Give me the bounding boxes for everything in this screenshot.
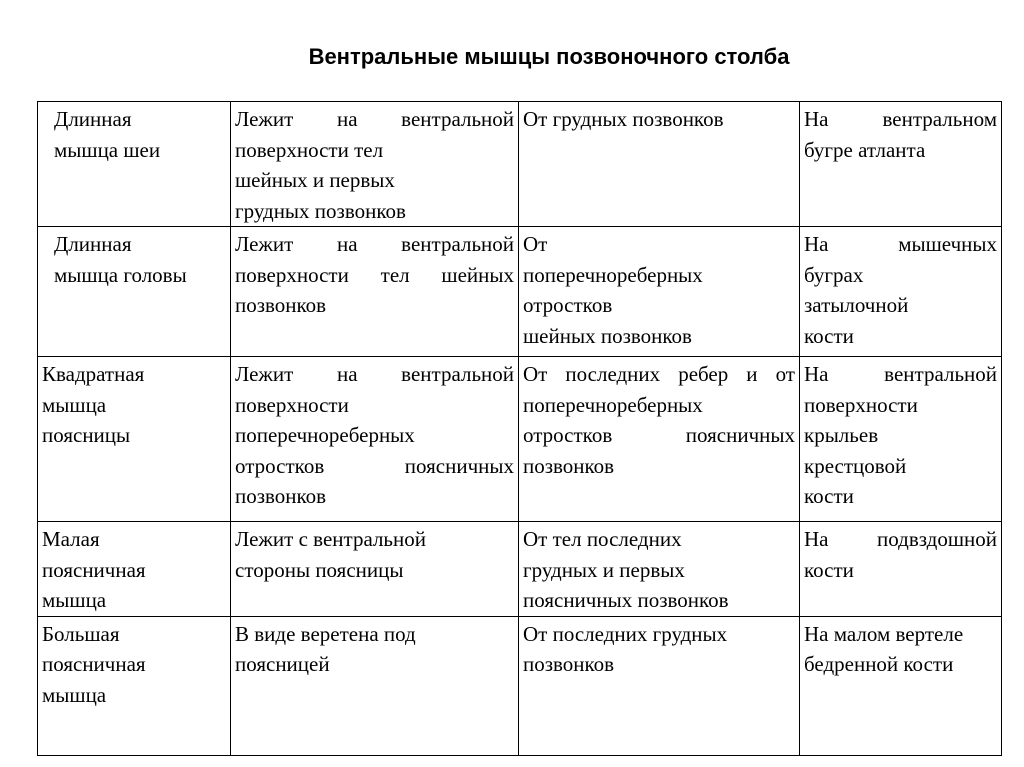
origin-cell [519, 616, 800, 755]
insertion-cell [800, 227, 1002, 357]
origin-cell [519, 102, 800, 227]
muscle-name-cell [38, 522, 231, 617]
origin-text: От последних ребер и от поперечнореберных отростков поясничных позвонков [523, 362, 795, 478]
origin-cell [519, 357, 800, 522]
location-cell [231, 616, 519, 755]
muscle-name: Длинная мышца шеи [54, 107, 161, 162]
location-cell [231, 227, 519, 357]
location-text: Лежит с вентральной стороны поясницы [235, 527, 426, 582]
table-row [38, 522, 1002, 617]
location-text: Лежит на вентральной поверхности тел шейных позвонков [235, 232, 514, 317]
page-title: Вентральные мышцы позвоночного столба [308, 44, 790, 69]
origin-cell [519, 227, 800, 357]
table-row [38, 616, 1002, 755]
location-text: Лежит на вентральной поверхности тел шейных и первых грудных позвонков [235, 107, 514, 223]
muscle-name-cell [38, 227, 231, 357]
location-text: Лежит на вентральной поверхности поперечнореберных отростков поясничных позвонков [235, 362, 514, 508]
origin-text: От грудных позвонков [523, 107, 724, 131]
origin-text: От тел последних грудных и первых поясничных позвонков [523, 527, 729, 612]
muscle-name: Малая поясничная мышца [42, 527, 146, 612]
insertion-text: На вентральной поверхности крыльев крестцовой кости [804, 362, 997, 508]
muscle-name: Длинная мышца головы [54, 232, 187, 287]
origin-cell [519, 522, 800, 617]
location-cell [231, 102, 519, 227]
insertion-cell [800, 102, 1002, 227]
muscles-table [37, 101, 1002, 756]
location-text: В виде веретена под поясницей [235, 621, 416, 676]
muscle-name-cell [38, 357, 231, 522]
muscle-name: Большая поясничная мышца [42, 621, 146, 707]
table-row [38, 357, 1002, 522]
table-row [38, 227, 1002, 357]
origin-text: От последних грудных позвонков [523, 621, 728, 676]
muscle-name: Квадратная мышца поясницы [42, 362, 145, 447]
location-cell [231, 357, 519, 522]
location-cell [231, 522, 519, 617]
origin-text: От поперечнореберных отростков шейных позвонков [523, 232, 703, 348]
insertion-text: На малом вертеле бедренной кости [804, 621, 964, 676]
table-row [38, 102, 1002, 227]
insertion-cell [800, 357, 1002, 522]
insertion-text: На мышечных буграх затылочной кости [804, 232, 997, 348]
muscle-name-cell [38, 616, 231, 755]
insertion-cell [800, 522, 1002, 617]
insertion-cell [800, 616, 1002, 755]
insertion-text: На подвздошной кости [804, 527, 997, 582]
insertion-text: На вентральном бугре атланта [804, 107, 997, 162]
muscle-name-cell [38, 102, 231, 227]
